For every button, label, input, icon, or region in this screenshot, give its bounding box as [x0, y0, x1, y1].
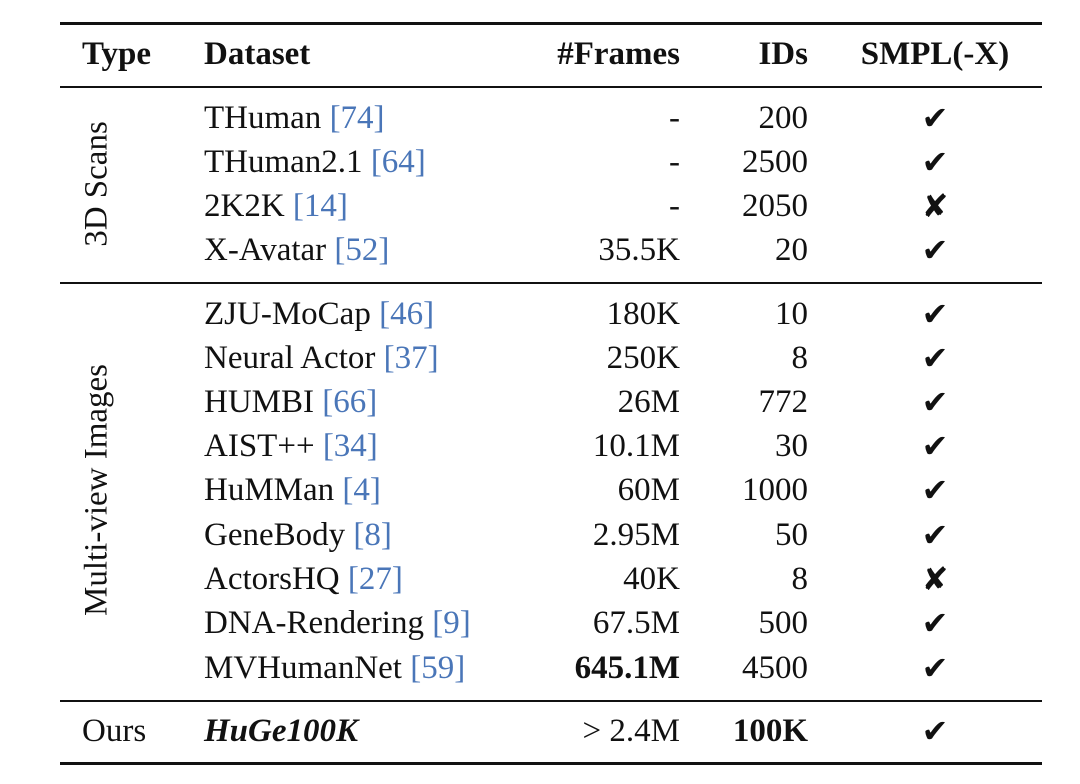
dataset-name	[204, 340, 439, 376]
citation-link[interactable]: [27]	[347, 561, 403, 597]
check-icon: ✔	[921, 231, 949, 269]
frames-value: 180K	[606, 296, 680, 332]
ids-value: 200	[758, 100, 808, 136]
group-rule-2	[60, 700, 1042, 702]
ids-value: 10	[775, 296, 808, 332]
dataset-label: AIST++	[204, 428, 315, 464]
check-icon: ✔	[921, 604, 949, 642]
citation-link[interactable]: [66]	[322, 384, 378, 420]
citation-link[interactable]: [46]	[379, 296, 435, 332]
citation-link[interactable]: [64]	[370, 144, 426, 180]
ids-value: 30	[775, 428, 808, 464]
dataset-label: DNA-Rendering	[204, 605, 424, 641]
dataset-label: HUMBI	[204, 384, 315, 420]
dataset-name	[204, 517, 392, 553]
dataset-name	[204, 428, 378, 464]
frames-value: 35.5K	[598, 232, 680, 268]
check-icon: ✔	[921, 471, 949, 509]
header-dataset: Dataset	[204, 36, 311, 72]
dataset-name	[204, 384, 377, 420]
ids-value: 8	[791, 340, 808, 376]
citation-link[interactable]: [37]	[383, 340, 439, 376]
ours-dataset-name: HuGe100K	[204, 713, 359, 749]
dataset-label: ZJU-MoCap	[204, 296, 371, 332]
dataset-label: THuman	[204, 100, 322, 136]
dataset-name	[204, 472, 381, 508]
frames-value: 2.95M	[592, 517, 680, 553]
citation-link[interactable]: [9]	[432, 605, 471, 641]
frames-value: -	[669, 144, 680, 180]
cross-icon: ✘	[921, 187, 949, 225]
dataset-name	[204, 188, 348, 224]
ours-frames: > 2.4M	[582, 713, 680, 749]
top-rule	[60, 22, 1042, 25]
header-frames: #Frames	[557, 36, 680, 72]
bottom-rule	[60, 762, 1042, 765]
ids-value: 50	[775, 517, 808, 553]
group-label-ours: Ours	[82, 713, 147, 749]
check-icon: ✔	[921, 516, 949, 554]
dataset-label: THuman2.1	[204, 144, 363, 180]
dataset-name	[204, 561, 403, 597]
dataset-name	[204, 144, 426, 180]
dataset-label: Neural Actor	[204, 340, 376, 376]
ids-value: 4500	[742, 650, 808, 686]
frames-value: 250K	[606, 340, 680, 376]
ids-value: 500	[758, 605, 808, 641]
frames-value: 645.1M	[574, 650, 680, 686]
header-smpl: SMPL(-X)	[860, 36, 1010, 72]
ids-value: 2500	[742, 144, 808, 180]
citation-link[interactable]: [52]	[334, 232, 390, 268]
check-icon: ✔	[921, 427, 949, 465]
frames-value: -	[669, 100, 680, 136]
check-icon: ✔	[921, 143, 949, 181]
frames-value: 10.1M	[592, 428, 680, 464]
citation-link[interactable]: [14]	[292, 188, 348, 224]
dataset-label: MVHumanNet	[204, 650, 402, 686]
citation-link[interactable]: [4]	[342, 472, 381, 508]
ids-value: 2050	[742, 188, 808, 224]
ids-value: 1000	[742, 472, 808, 508]
ids-value: 8	[791, 561, 808, 597]
dataset-label: 2K2K	[204, 188, 285, 224]
citation-link[interactable]: [74]	[329, 100, 385, 136]
dataset-name	[204, 296, 434, 332]
header-ids: IDs	[758, 36, 808, 72]
dataset-name	[204, 650, 465, 686]
ids-value: 772	[758, 384, 808, 420]
frames-value: 67.5M	[592, 605, 680, 641]
frames-value: -	[669, 188, 680, 224]
cross-icon: ✘	[921, 560, 949, 598]
dataset-label: GeneBody	[204, 517, 346, 553]
check-icon: ✔	[921, 339, 949, 377]
group-label-multiview: Multi-view Images	[78, 363, 115, 617]
check-icon: ✔	[921, 649, 949, 687]
check-icon: ✔	[921, 99, 949, 137]
dataset-label: HuMMan	[204, 472, 335, 508]
group-label-3d-scans: 3D Scans	[78, 121, 115, 247]
dataset-label: ActorsHQ	[204, 561, 340, 597]
ours-ids: 100K	[732, 713, 808, 749]
frames-value: 40K	[623, 561, 680, 597]
dataset-name	[204, 605, 471, 641]
dataset-name	[204, 100, 385, 136]
dataset-name	[204, 232, 389, 268]
ours-smpl-check-icon: ✔	[921, 712, 949, 750]
citation-link[interactable]: [34]	[322, 428, 378, 464]
citation-link[interactable]: [8]	[353, 517, 392, 553]
check-icon: ✔	[921, 383, 949, 421]
header-type: Type	[82, 36, 152, 72]
ids-value: 20	[775, 232, 808, 268]
frames-value: 60M	[617, 472, 680, 508]
group-rule-1	[60, 282, 1042, 284]
dataset-label: X-Avatar	[204, 232, 327, 268]
citation-link[interactable]: [59]	[410, 650, 466, 686]
header-rule	[60, 86, 1042, 88]
check-icon: ✔	[921, 295, 949, 333]
frames-value: 26M	[617, 384, 680, 420]
